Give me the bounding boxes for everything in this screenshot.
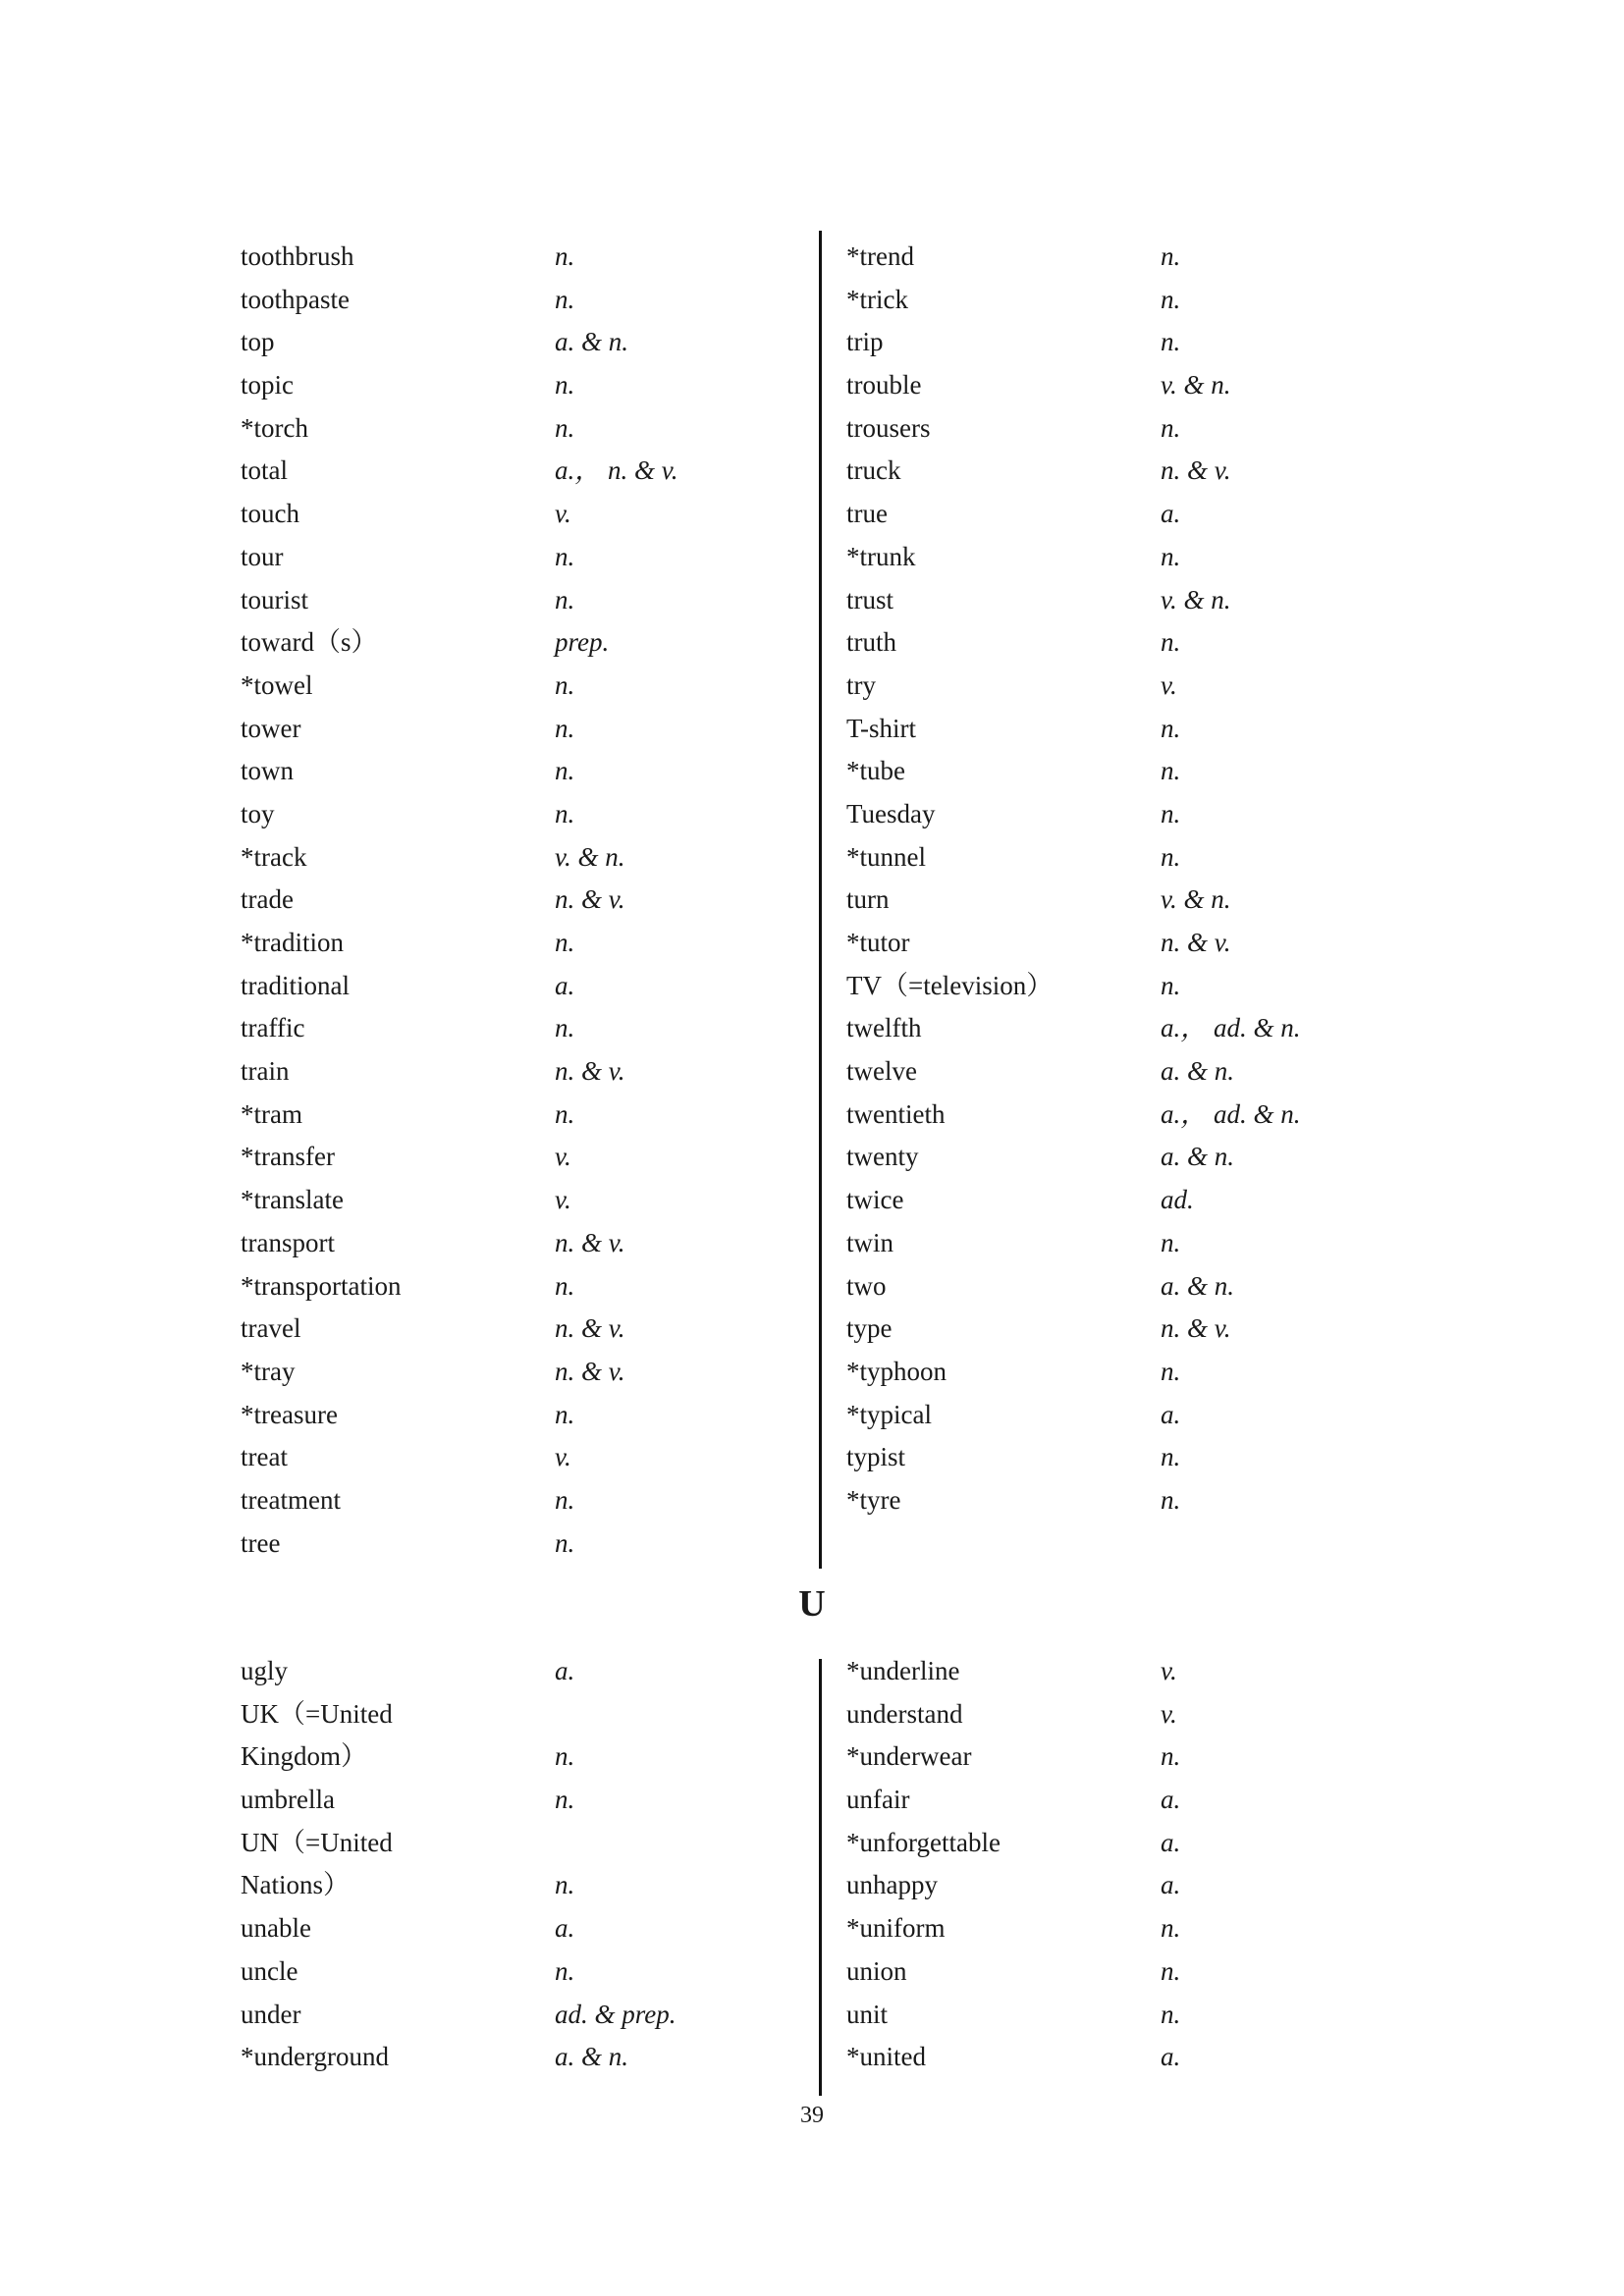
entry-row [846,1265,1377,1308]
entry-word: total [241,455,288,486]
part-of-speech: n. [555,1785,575,1815]
entry-word: true [846,499,888,529]
entry-word: *underground [241,2042,389,2072]
entry-row [241,1735,771,1779]
entry-word: *transportation [241,1270,402,1301]
entry-word: topic [241,370,294,400]
entry-word: toothbrush [241,241,354,271]
part-of-speech: n. [555,1870,575,1900]
entry-word: Nations） [241,1870,350,1900]
entry-row [241,1222,771,1265]
entry-word: *typical [846,1399,932,1429]
entry-row [846,965,1377,1008]
part-of-speech: n. [1161,1442,1181,1472]
part-of-speech: n. [1161,1227,1181,1257]
part-of-speech: n. [555,928,575,957]
entry-row [241,1050,771,1094]
entry-row [846,1351,1377,1394]
part-of-speech: n. [1161,1999,1181,2029]
entry-word: *treasure [241,1399,338,1429]
part-of-speech: n. & v. [555,884,625,915]
entry-row [846,1179,1377,1222]
part-of-speech: n. & v. [555,1056,625,1087]
part-of-speech: n. [555,1399,575,1429]
entry-word: twelfth [846,1013,922,1043]
entry-word: trip [846,327,884,357]
entry-word: *torch [241,412,308,443]
entry-word: tower [241,713,301,743]
entry-word: type [846,1313,893,1344]
entry-word: *trick [846,284,908,314]
part-of-speech: n. [1161,798,1181,828]
entry-row [846,1222,1377,1265]
part-of-speech: n. [555,1270,575,1301]
entry-row [846,236,1377,279]
entry-word: toothpaste [241,284,350,314]
part-of-speech: a. [555,970,575,1000]
part-of-speech: n. & v. [1161,1313,1231,1344]
entry-word: train [241,1056,290,1087]
part-of-speech: a.， n. & v. [555,455,678,486]
entry-word: UN（=United [241,1827,393,1857]
entry-row [846,621,1377,665]
entry-word: *tunnel [846,841,926,872]
entry-word: toy [241,798,275,828]
entry-row [846,1050,1377,1094]
entry-word: unfair [846,1785,910,1815]
part-of-speech: n. [1161,1356,1181,1386]
part-of-speech: a.， ad. & n. [1161,1013,1301,1043]
part-of-speech: n. [555,241,575,271]
entry-row [241,1522,771,1566]
entry-word: *translate [241,1185,344,1215]
entry-row [241,321,771,364]
entry-word: *unforgettable [846,1827,1001,1857]
entry-row [846,793,1377,836]
entry-row [846,708,1377,751]
part-of-speech: n. [1161,284,1181,314]
entry-word: traditional [241,970,350,1000]
entry-word: trade [241,884,294,915]
entry-row [846,450,1377,493]
part-of-speech: n. [1161,1913,1181,1944]
part-of-speech: a. & n. [1161,1142,1235,1172]
entry-word: twelve [846,1056,917,1087]
part-of-speech: n. [555,1955,575,1986]
entry-row [241,1351,771,1394]
entry-word: *tram [241,1098,302,1129]
entry-row [241,922,771,965]
entry-row [241,965,771,1008]
part-of-speech: n. [555,1741,575,1772]
part-of-speech: v. [555,1142,571,1172]
entry-word: typist [846,1442,906,1472]
entry-row [241,279,771,322]
entry-word: uncle [241,1955,298,1986]
part-of-speech: n. [1161,1741,1181,1772]
section-u-left-column [241,1650,771,2079]
part-of-speech: v. [1161,669,1177,700]
entry-row [846,1735,1377,1779]
entry-word: truth [846,627,896,658]
entry-row [241,1394,771,1437]
part-of-speech: n. [555,541,575,571]
part-of-speech: n. [555,1013,575,1043]
entry-row [846,836,1377,880]
entry-word: *underwear [846,1741,972,1772]
entry-word: treat [241,1442,288,1472]
entry-word: *transfer [241,1142,335,1172]
entry-word: turn [846,884,890,915]
entry-word: town [241,756,294,786]
entry-word: *tutor [846,928,910,957]
section-t-left-column [241,236,771,1565]
entry-word: umbrella [241,1785,335,1815]
entry-word: Kingdom） [241,1741,368,1772]
entry-row [846,1693,1377,1736]
entry-row [846,1394,1377,1437]
entry-row [241,236,771,279]
entry-word: *towel [241,669,313,700]
entry-row [241,708,771,751]
entry-row [846,536,1377,579]
entry-row [846,1436,1377,1479]
entry-row [241,1864,771,1907]
entry-row [846,1779,1377,1822]
part-of-speech: n. [555,1527,575,1558]
entry-word: truck [846,455,901,486]
entry-row [241,793,771,836]
entry-row [846,1994,1377,2037]
entry-word: *tray [241,1356,296,1386]
part-of-speech: n. [1161,327,1181,357]
entry-row [241,1994,771,2037]
entry-row [241,1094,771,1137]
entry-row [241,579,771,622]
part-of-speech: v. [1161,1698,1177,1729]
entry-row [241,1179,771,1222]
column-divider [819,1659,822,2096]
entry-word: travel [241,1313,301,1344]
entry-word: toward（s） [241,627,378,658]
part-of-speech: a. [1161,2042,1181,2072]
entry-word: twentieth [846,1098,946,1129]
entry-row [846,1950,1377,1994]
part-of-speech: a. [1161,1827,1181,1857]
part-of-speech: n. [555,412,575,443]
part-of-speech: v. & n. [1161,884,1231,915]
entry-row [241,364,771,407]
entry-word: twice [846,1185,904,1215]
section-u-right-column [846,1650,1377,2079]
entry-word: under [241,1999,301,2029]
entry-row [241,1265,771,1308]
part-of-speech: n. & v. [555,1356,625,1386]
entry-row [846,2036,1377,2079]
entry-word: tree [241,1527,281,1558]
entry-word: treatment [241,1484,341,1515]
part-of-speech: n. [1161,1484,1181,1515]
entry-word: tour [241,541,284,571]
column-divider [819,231,822,1569]
entry-row [241,1950,771,1994]
part-of-speech: n. [555,370,575,400]
entry-row [846,1479,1377,1522]
entry-row [846,879,1377,922]
entry-word: T-shirt [846,713,917,743]
part-of-speech: n. [555,284,575,314]
section-t-right-column [846,236,1377,1522]
entry-row [846,1650,1377,1693]
entry-row [241,836,771,880]
entry-word: Tuesday [846,798,936,828]
entry-row [846,1308,1377,1351]
entry-word: twenty [846,1142,919,1172]
entry-row [846,364,1377,407]
part-of-speech: n. [555,1484,575,1515]
entry-word: *typhoon [846,1356,947,1386]
entry-word: transport [241,1227,335,1257]
part-of-speech: n. [1161,841,1181,872]
entry-row [241,665,771,708]
part-of-speech: a. [555,1913,575,1944]
part-of-speech: v. [1161,1656,1177,1685]
entry-row [846,321,1377,364]
part-of-speech: n. [1161,1955,1181,1986]
entry-word: *track [241,841,307,872]
entry-row [846,279,1377,322]
entry-row [846,665,1377,708]
entry-row [241,621,771,665]
entry-row [846,922,1377,965]
part-of-speech: n. [555,798,575,828]
part-of-speech: n. [555,713,575,743]
part-of-speech: a. & n. [1161,1056,1235,1087]
entry-word: union [846,1955,907,1986]
part-of-speech: ad. & prep. [555,1999,677,2029]
entry-word: try [846,669,876,700]
entry-row [241,1007,771,1050]
entry-row [241,1308,771,1351]
entry-row [241,2036,771,2079]
entry-row [241,1907,771,1950]
entry-word: *tube [846,756,905,786]
entry-row [846,493,1377,536]
page-number: 39 [800,2103,824,2128]
entry-row [241,1693,771,1736]
part-of-speech: v. & n. [1161,584,1231,614]
entry-word: trouble [846,370,922,400]
part-of-speech: a. & n. [555,327,629,357]
part-of-speech: prep. [555,627,610,658]
part-of-speech: n. [555,584,575,614]
part-of-speech: a. [1161,1785,1181,1815]
entry-word: *uniform [846,1913,946,1944]
part-of-speech: v. & n. [555,841,625,872]
part-of-speech: a. & n. [1161,1270,1235,1301]
entry-row [241,493,771,536]
entry-word: ugly [241,1656,289,1685]
entry-word: unit [846,1999,889,2029]
entry-word: *united [846,2042,926,2072]
section-letter-heading: U [798,1583,826,1625]
part-of-speech: n. [1161,970,1181,1000]
entry-word: UK（=United [241,1698,393,1729]
entry-word: *trend [846,241,914,271]
part-of-speech: a. & n. [555,2042,629,2072]
part-of-speech: n. & v. [555,1313,625,1344]
entry-word: trust [846,584,894,614]
part-of-speech: ad. [1161,1185,1194,1215]
entry-row [846,750,1377,793]
entry-row [241,1136,771,1179]
entry-word: *trunk [846,541,916,571]
part-of-speech: a. [1161,1399,1181,1429]
entry-word: *tyre [846,1484,901,1515]
part-of-speech: n. & v. [1161,455,1231,486]
part-of-speech: n. [555,1098,575,1129]
part-of-speech: a.， ad. & n. [1161,1098,1301,1129]
part-of-speech: v. [555,1185,571,1215]
part-of-speech: n. [1161,713,1181,743]
part-of-speech: n. [1161,756,1181,786]
entry-row [241,1479,771,1522]
entry-row [241,407,771,451]
part-of-speech: v. & n. [1161,370,1231,400]
entry-row [241,1822,771,1865]
entry-row [846,1864,1377,1907]
part-of-speech: n. & v. [1161,928,1231,957]
part-of-speech: n. [1161,412,1181,443]
entry-row [241,879,771,922]
entry-word: top [241,327,275,357]
part-of-speech: v. [555,1442,571,1472]
entry-row [241,750,771,793]
part-of-speech: a. [1161,499,1181,529]
entry-row [241,1779,771,1822]
entry-word: trousers [846,412,931,443]
entry-row [846,1007,1377,1050]
entry-row [846,1907,1377,1950]
entry-word: unhappy [846,1870,938,1900]
entry-word: unable [241,1913,311,1944]
entry-word: *tradition [241,928,344,957]
part-of-speech: a. [1161,1870,1181,1900]
entry-word: understand [846,1698,963,1729]
part-of-speech: a. [555,1656,575,1685]
entry-word: tourist [241,584,309,614]
entry-row [846,579,1377,622]
entry-row [241,1436,771,1479]
entry-row [241,1650,771,1693]
part-of-speech: v. [555,499,571,529]
part-of-speech: n. [1161,627,1181,658]
entry-word: touch [241,499,299,529]
entry-word: traffic [241,1013,305,1043]
part-of-speech: n. [1161,241,1181,271]
entry-row [241,536,771,579]
part-of-speech: n. [555,756,575,786]
part-of-speech: n. & v. [555,1227,625,1257]
part-of-speech: n. [1161,541,1181,571]
entry-row [846,407,1377,451]
entry-row [846,1136,1377,1179]
entry-word: twin [846,1227,894,1257]
entry-row [846,1822,1377,1865]
entry-row [846,1094,1377,1137]
entry-word: *underline [846,1656,960,1685]
entry-word: TV（=television） [846,970,1054,1000]
entry-word: two [846,1270,887,1301]
entry-row [241,450,771,493]
part-of-speech: n. [555,669,575,700]
